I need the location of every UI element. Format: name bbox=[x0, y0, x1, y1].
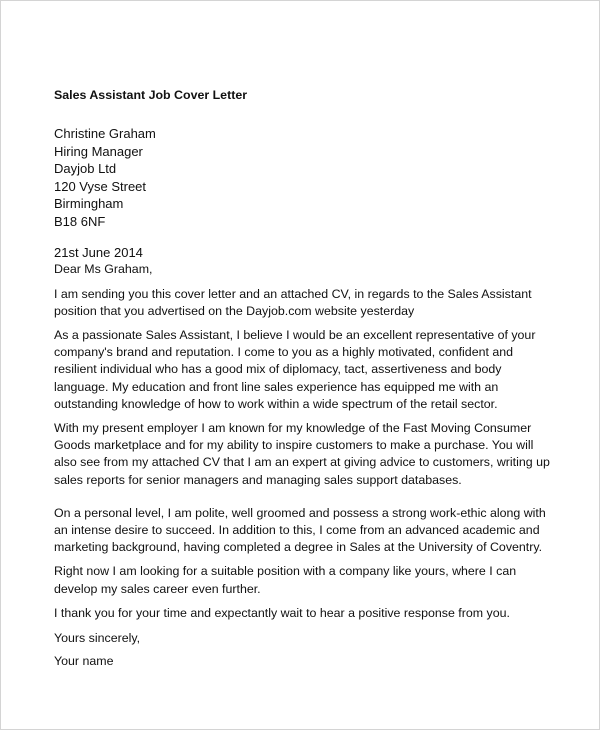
recipient-city: Birmingham bbox=[54, 196, 124, 212]
recipient-postcode: B18 6NF bbox=[54, 213, 106, 229]
letter-date: 21st June 2014 bbox=[54, 245, 143, 261]
recipient-address bbox=[54, 125, 554, 230]
recipient-company: Dayjob Ltd bbox=[54, 161, 117, 177]
paragraph-goal: Right now I am looking for a suitable position with a company like yours, where I can develop my sales career even further. bbox=[54, 564, 517, 596]
salutation: Dear Ms Graham, bbox=[54, 262, 153, 277]
paragraph-qualities: As a passionate Sales Assistant, I believe I would be an excellent representative of your company's brand and reputation. I come to you as a highly motivated, confident and resilient individual who has a good mix of diplomacy, tact, assertiveness and body language. My education and front line sales experience has equipped me with an outstanding knowledge of how to work within a wide spectrum of the retail sector. bbox=[54, 328, 536, 411]
recipient-name: Christine Graham bbox=[54, 126, 156, 142]
document-title: Sales Assistant Job Cover Letter bbox=[54, 88, 248, 102]
recipient-position: Hiring Manager bbox=[54, 143, 143, 159]
paragraph-intro: I am sending you this cover letter and an attached CV, in regards to the Sales Assistant position that you advertised on the Dayjob.com website yesterday bbox=[54, 286, 532, 318]
letter-body bbox=[54, 87, 554, 670]
recipient-street: 120 Vyse Street bbox=[54, 178, 147, 194]
paragraph-thanks: I thank you for your time and expectantly wait to hear a positive response from you. bbox=[54, 605, 510, 620]
paragraph-personal: On a personal level, I am polite, well groomed and possess a strong work-ethic along with an intense desire to succeed. In addition to this, I come from an advanced academic and marketing background, having completed a degree in Sales at the University of Coventry. bbox=[54, 505, 546, 555]
closing: Yours sincerely, bbox=[54, 631, 141, 646]
signature: Your name bbox=[54, 654, 114, 669]
paragraph-experience: With my present employer I am known for my knowledge of the Fast Moving Consumer Goods marketplace and for my ability to inspire customers to make a purchase. You will also see from my attached CV that I am an expert at giving advice to customers, writing up sales reports for senior managers and managing sales support databases. bbox=[54, 421, 550, 487]
